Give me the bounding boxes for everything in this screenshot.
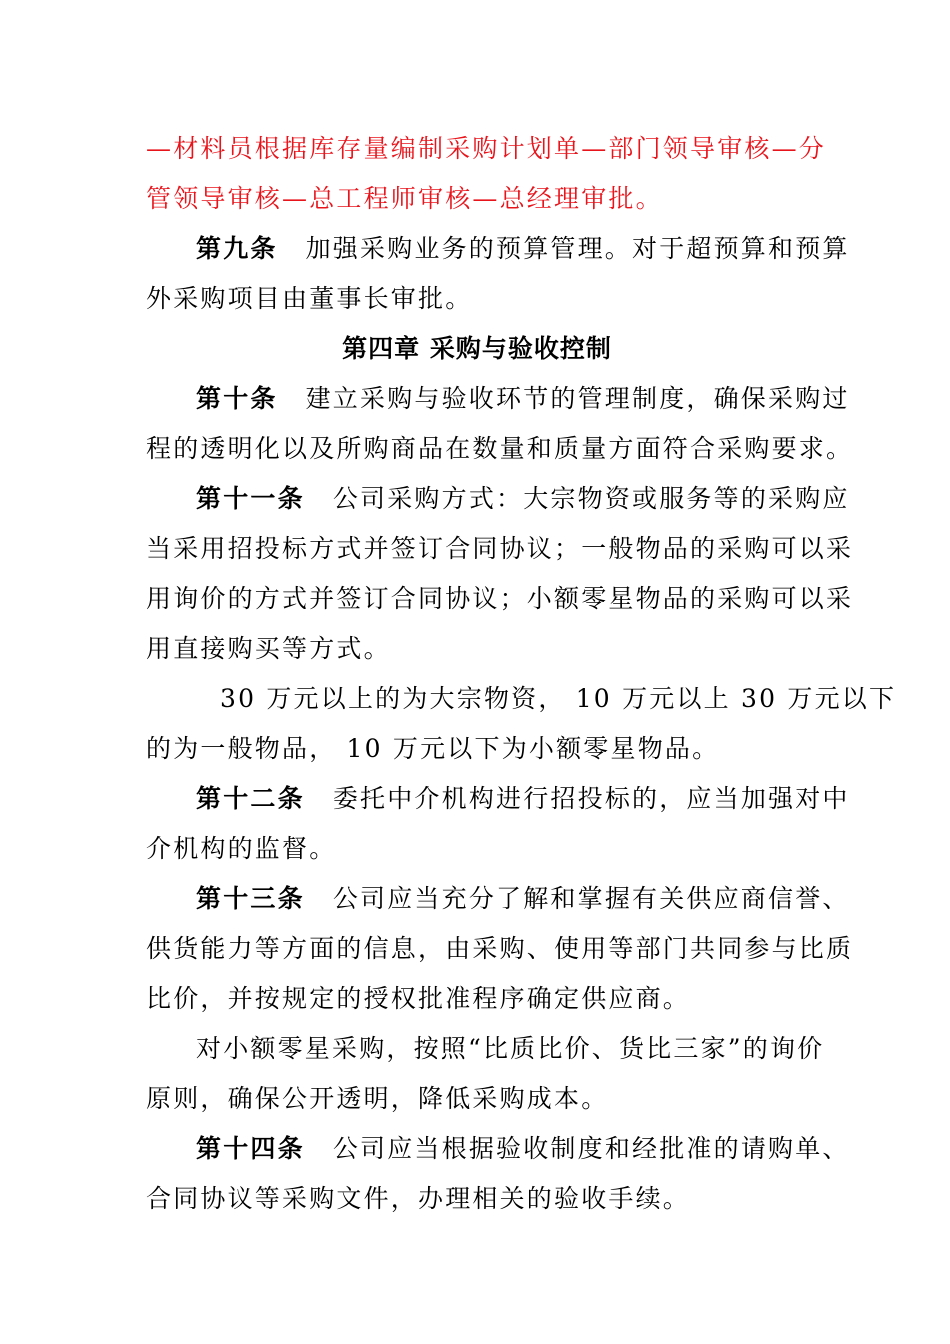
article-13 (146, 874, 854, 1024)
small-purchase-line-1: 对小额零星采购，按照“比质比价、货比三家”的询价 (196, 1034, 825, 1063)
article-11-line-2: 当采用招投标方式并签订合同协议；一般物品的采购可以采 (146, 534, 854, 563)
article-13-line-1: 公司应当充分了解和掌握有关供应商信誉、 (332, 884, 850, 913)
article-10-line-2: 程的透明化以及所购商品在数量和质量方面符合采购要求。 (146, 434, 854, 463)
article-9 (146, 224, 850, 324)
article-12-line-2: 介机构的监督。 (146, 834, 337, 863)
article-13-label: 第十三条 (196, 884, 305, 913)
document-page (146, 124, 897, 1224)
article-13-line-3: 比价，并按规定的授权批准程序确定供应商。 (146, 984, 691, 1013)
article-11 (146, 474, 854, 674)
article-11-line-3: 用询价的方式并签订合同协议；小额零星物品的采购可以采 (146, 584, 854, 613)
amount-note-line-2: 的为一般物品， 10 万元以下为小额零星物品。 (146, 734, 720, 763)
red-process-line-1: —材料员根据库存量编制采购计划单—部门领导审核—分 (146, 134, 827, 163)
article-14-line-1: 公司应当根据验收制度和经批准的请购单、 (332, 1134, 850, 1163)
small-purchase-paragraph (146, 1024, 825, 1124)
article-12 (146, 774, 850, 874)
article-9-line-2: 外采购项目由董事长审批。 (146, 284, 473, 313)
amount-note-line-1: 30 万元以上的为大宗物资， 10 万元以上 30 万元以下 (220, 684, 897, 713)
article-11-label: 第十一条 (196, 484, 305, 513)
article-10-line-1: 建立采购与验收环节的管理制度，确保采购过 (305, 384, 850, 413)
article-10-label: 第十条 (196, 384, 278, 413)
article-14-label: 第十四条 (196, 1134, 305, 1163)
article-9-line-1: 加强采购业务的预算管理。对于超预算和预算 (305, 234, 850, 263)
article-10 (146, 374, 854, 474)
chapter-title: 第四章 采购与验收控制 (342, 334, 612, 363)
small-purchase-line-2: 原则，确保公开透明，降低采购成本。 (146, 1084, 609, 1113)
article-14-line-2: 合同协议等采购文件，办理相关的验收手续。 (146, 1184, 691, 1213)
article-14 (146, 1124, 850, 1224)
article-12-line-1: 委托中介机构进行招投标的，应当加强对中 (332, 784, 850, 813)
red-process-paragraph (146, 124, 827, 224)
article-12-label: 第十二条 (196, 784, 305, 813)
article-9-label: 第九条 (196, 234, 278, 263)
red-process-line-2: 管领导审核—总工程师审核—总经理审批。 (146, 184, 663, 213)
article-11-line-1: 公司采购方式：大宗物资或服务等的采购应 (332, 484, 850, 513)
amount-note (146, 674, 897, 774)
article-11-line-4: 用直接购买等方式。 (146, 634, 391, 663)
article-13-line-2: 供货能力等方面的信息，由采购、使用等部门共同参与比质 (146, 934, 854, 963)
